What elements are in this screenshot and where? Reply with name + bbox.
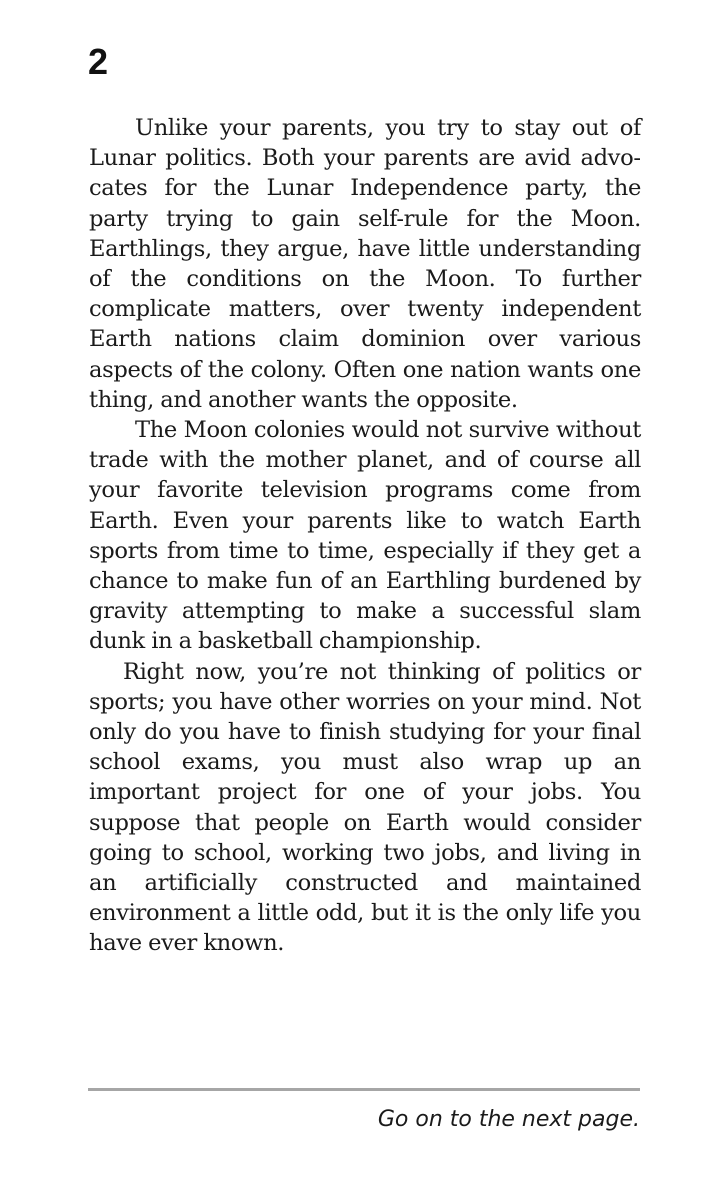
paragraph-1: Unlike your parents, you try to stay out of Lunar politics. Both your parents are avid advocates for the Lunar Independence party, the party trying to gain self-rule for the Moon. Earthlings, they argue, have little understanding of the conditions on the Moon. To further complicate matters, over twenty independent Earth nations claim dominion over various aspects of the colony. Often one nation wants one thing, and another wants the opposite. xyxy=(89,115,641,413)
page-number: 2 xyxy=(88,41,109,82)
continue-note: Go on to the next page. xyxy=(377,1107,640,1132)
footer-divider xyxy=(88,1088,640,1091)
body-text xyxy=(89,113,641,959)
paragraph-2: The Moon colonies would not survive without trade with the mother planet, and of course all your favorite television programs come from Earth. Even your parents like to watch Earth sports from time to time, especially if they get a chance to make fun of an Earthling burdened by gravity attempting to make a successful slam dunk in a basketball championship. xyxy=(89,417,641,655)
paragraph-3: Right now, you’re not thinking of politics or sports; you have other worries on your mind. Not only do you have to finish studying for your final school exams, you must also wrap up an important project for one of your jobs. You suppose that people on Earth would consider going to school, working two jobs, and living in an artificially constructed and maintained environment a little odd, but it is the only life you have ever known. xyxy=(89,658,641,957)
